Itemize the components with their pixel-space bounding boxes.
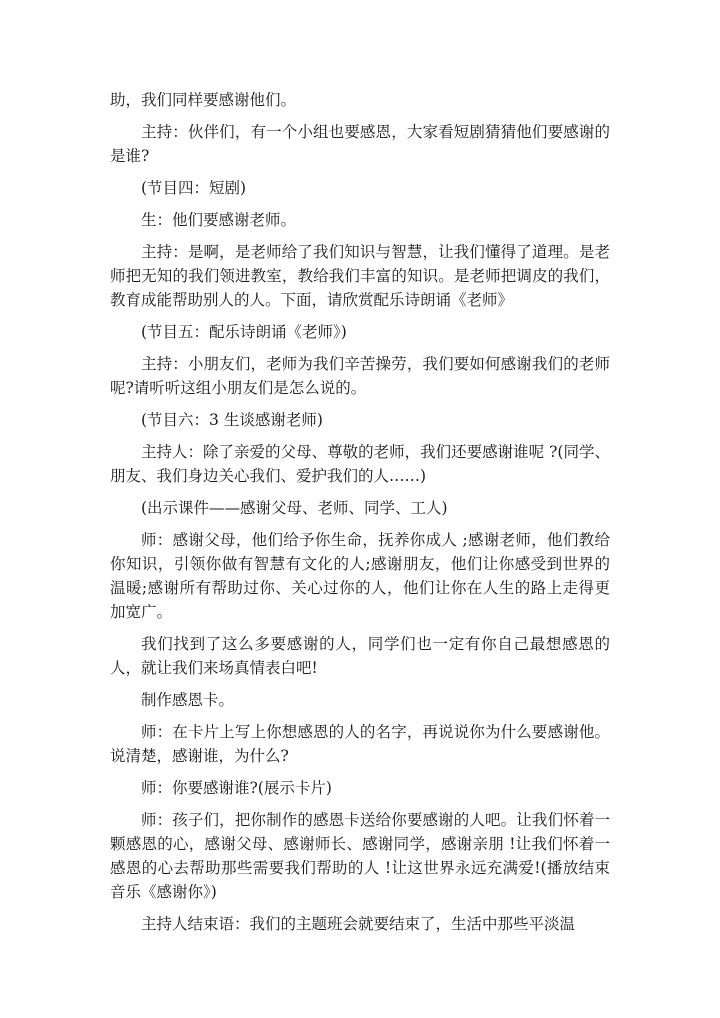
paragraph: 师：在卡片上写上你想感恩的人的名字，再说说你为什么要感谢他。说清楚，感谢谁，为什么? — [110, 723, 610, 765]
paragraph: 师：感谢父母，他们给予你生命，抚养你成人 ;感谢老师，他们教给你知识，引领你做有智慧有文化的人;感谢朋友，他们让你感受到世界的温暖;感谢所有帮助过你、关心过你的人，他们让你在人生的路上走得更加宽广。 — [110, 531, 610, 621]
paragraph: (出示课件——感谢父母、老师、同学、工人) — [141, 499, 448, 517]
paragraph: 主持：是啊，是老师给了我们知识与智慧，让我们懂得了道理。是老师把无知的我们领进教室，教给我们丰富的知识。是老师把调皮的我们，教育成能帮助别人的人。下面，请欣赏配乐诗朗诵《老师》 — [110, 243, 610, 309]
document-body — [110, 88, 610, 944]
paragraph: 主持：小朋友们，老师为我们辛苦操劳，我们要如何感谢我们的老师呢?请听听这组小朋友们是怎么说的。 — [110, 355, 610, 397]
paragraph: (节目五：配乐诗朗诵《老师》) — [141, 323, 347, 341]
paragraph: (节目四：短剧) — [141, 179, 247, 197]
paragraph: 助，我们同样要感谢他们。 — [110, 91, 297, 109]
paragraph: 主持人结束语：我们的主题班会就要结束了，生活中那些平淡温 — [141, 915, 576, 933]
paragraph: 制作感恩卡。 — [141, 691, 235, 709]
paragraph: (节目六：3 生谈感谢老师) — [141, 411, 323, 429]
paragraph: 主持：伙伴们，有一个小组也要感恩，大家看短剧猜猜他们要感谢的是谁? — [110, 123, 610, 165]
paragraph: 师：孩子们，把你制作的感恩卡送给你要感谢的人吧。让我们怀着一颗感恩的心，感谢父母、感谢师长、感谢同学，感谢亲朋 !让我们怀着一感恩的心去帮助那些需要我们帮助的人 !让这世界永远充满爱!(播放结束音乐《感谢你》) — [110, 811, 610, 901]
paragraph: 我们找到了这么多要感谢的人，同学们也一定有你自己最想感恩的人，就让我们来场真情表白吧! — [110, 635, 610, 677]
paragraph: 师：你要感谢谁?(展示卡片) — [141, 779, 332, 797]
paragraph: 主持人：除了亲爱的父母、尊敬的老师，我们还要感谢谁呢 ?(同学、朋友、我们身边关心我们、爱护我们的人……) — [110, 443, 610, 485]
paragraph: 生：他们要感谢老师。 — [141, 211, 297, 229]
